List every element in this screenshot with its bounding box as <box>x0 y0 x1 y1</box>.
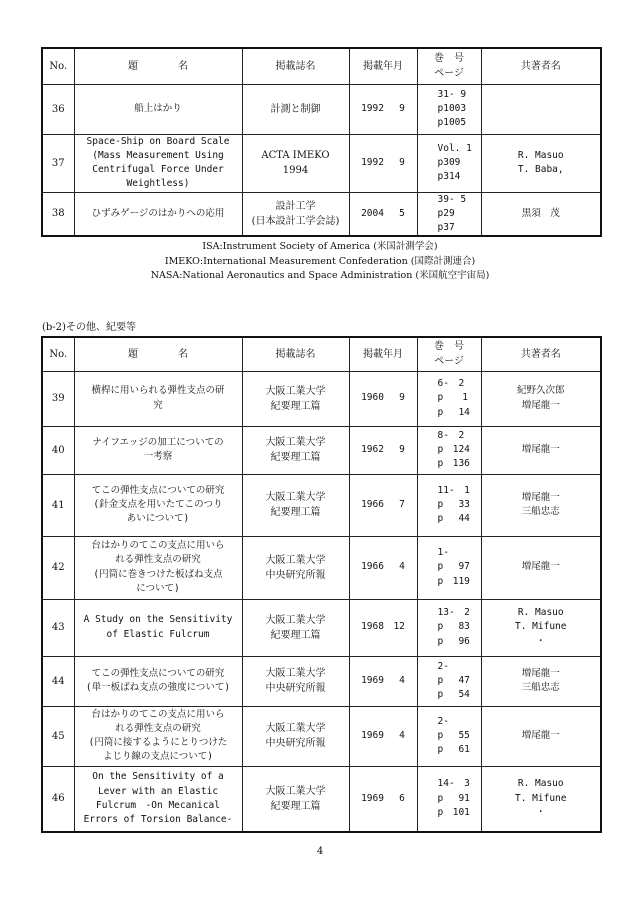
cell-no: 45 <box>42 706 74 766</box>
header-title: 題 名 <box>74 48 242 84</box>
page-number: 4 <box>316 846 324 857</box>
cell-authors: 増尾龍一 三船忠志 <box>481 474 601 536</box>
cell-volpage: 31- 9 p1003 p1005 <box>417 84 481 134</box>
cell-authors: R. Masuo T. Baba, <box>481 134 601 192</box>
cell-journal: 計測と制御 <box>242 84 349 134</box>
table1-body <box>42 48 601 236</box>
table-row <box>42 656 601 706</box>
cell-journal: 設計工学 (日本設計工学会誌) <box>242 192 349 236</box>
cell-volpage: 1- p 97 p 119 <box>417 536 481 599</box>
cell-journal: 大阪工業大学 紀要理工篇 <box>242 766 349 832</box>
cell-volpage: 8- 2 p 124 p 136 <box>417 426 481 474</box>
cell-no: 46 <box>42 766 74 832</box>
cell-authors: R. Masuo T. Mifune ・ <box>481 599 601 656</box>
cell-no: 41 <box>42 474 74 536</box>
cell-date: 1962 9 <box>349 426 417 474</box>
abbreviation-notes <box>0 240 640 284</box>
cell-journal: 大阪工業大学 中央研究所報 <box>242 656 349 706</box>
cell-volpage: 2- p 47 p 54 <box>417 656 481 706</box>
cell-date: 1966 7 <box>349 474 417 536</box>
cell-title: 台はかりのてこの支点に用いら れる弾性支点の研究 (円筒に接するようにとりつけた よじり線の支点について) <box>74 706 242 766</box>
cell-no: 40 <box>42 426 74 474</box>
header-authors: 共著者名 <box>481 337 601 371</box>
table-row <box>42 474 601 536</box>
cell-journal: 大阪工業大学 紀要理工篇 <box>242 426 349 474</box>
cell-title: A Study on the Sensitivity of Elastic Fulcrum <box>74 599 242 656</box>
publications-table-1 <box>41 47 602 237</box>
cell-journal: ACTA IMEKO 1994 <box>242 134 349 192</box>
note-line: NASA:National Aeronautics and Space Administration (米国航空宇宙局) <box>150 270 490 282</box>
table-row <box>42 426 601 474</box>
header-journal: 掲載誌名 <box>242 48 349 84</box>
cell-authors <box>481 84 601 134</box>
cell-authors: 黒須 茂 <box>481 192 601 236</box>
cell-volpage: 14- 3 p 91 p 101 <box>417 766 481 832</box>
cell-journal: 大阪工業大学 中央研究所報 <box>242 536 349 599</box>
cell-no: 44 <box>42 656 74 706</box>
table-row <box>42 599 601 656</box>
cell-authors: 増尾龍一 <box>481 706 601 766</box>
cell-authors: 増尾龍一 <box>481 536 601 599</box>
header-journal: 掲載誌名 <box>242 337 349 371</box>
cell-volpage: 13- 2 p 83 p 96 <box>417 599 481 656</box>
cell-volpage: 2- p 55 p 61 <box>417 706 481 766</box>
cell-title: てこの弾性支点についての研究 (針金支点を用いたてこのつり あいについて) <box>74 474 242 536</box>
cell-date: 1992 9 <box>349 134 417 192</box>
cell-title: 横桿に用いられる弾性支点の研 究 <box>74 371 242 426</box>
cell-journal: 大阪工業大学 紀要理工篇 <box>242 474 349 536</box>
table-row <box>42 134 601 192</box>
publications-table-2 <box>41 336 602 833</box>
cell-date: 1960 9 <box>349 371 417 426</box>
cell-date: 1966 4 <box>349 536 417 599</box>
cell-authors: 紀野久次郎 増尾龍一 <box>481 371 601 426</box>
header-date: 掲載年月 <box>349 337 417 371</box>
note-line: ISA:Instrument Society of America (米国計測学会) <box>202 241 438 252</box>
header-row <box>42 337 601 371</box>
note-line: IMEKO:International Measurement Confederation (国際計測連合) <box>164 255 476 267</box>
cell-volpage: 39- 5 p29 p37 <box>417 192 481 236</box>
cell-volpage: 11- 1 p 33 p 44 <box>417 474 481 536</box>
cell-no: 39 <box>42 371 74 426</box>
cell-title: てこの弾性支点についての研究 (単一板ばね支点の強度について) <box>74 656 242 706</box>
cell-no: 42 <box>42 536 74 599</box>
header-no: No. <box>42 48 74 84</box>
header-no: No. <box>42 337 74 371</box>
cell-authors: 増尾龍一 三船忠志 <box>481 656 601 706</box>
header-volpage: 巻 号 ページ <box>417 48 481 84</box>
cell-date: 1968 12 <box>349 599 417 656</box>
cell-title: 船上はかり <box>74 84 242 134</box>
cell-volpage: Vol. 1 p309 p314 <box>417 134 481 192</box>
cell-journal: 大阪工業大学 中央研究所報 <box>242 706 349 766</box>
table-row <box>42 706 601 766</box>
section-subheading: (b-2)その他、紀要等 <box>42 322 136 333</box>
header-title: 題 名 <box>74 337 242 371</box>
cell-date: 1969 4 <box>349 656 417 706</box>
header-date: 掲載年月 <box>349 48 417 84</box>
cell-date: 1969 4 <box>349 706 417 766</box>
header-row <box>42 48 601 84</box>
header-authors: 共著者名 <box>481 48 601 84</box>
cell-no: 36 <box>42 84 74 134</box>
cell-no: 43 <box>42 599 74 656</box>
table-row <box>42 371 601 426</box>
cell-no: 38 <box>42 192 74 236</box>
cell-journal: 大阪工業大学 紀要理工篇 <box>242 599 349 656</box>
cell-authors: 増尾龍一 <box>481 426 601 474</box>
table-row <box>42 536 601 599</box>
cell-no: 37 <box>42 134 74 192</box>
cell-journal: 大阪工業大学 紀要理工篇 <box>242 371 349 426</box>
table-row <box>42 84 601 134</box>
cell-title: 台はかりのてこの支点に用いら れる弾性支点の研究 (円筒に巻きつけた板ばね支点 について) <box>74 536 242 599</box>
table2-body <box>42 337 601 832</box>
cell-date: 1969 6 <box>349 766 417 832</box>
table-row <box>42 766 601 832</box>
cell-date: 2004 5 <box>349 192 417 236</box>
cell-title: ひずみゲージのはかりへの応用 <box>74 192 242 236</box>
cell-date: 1992 9 <box>349 84 417 134</box>
table-row <box>42 192 601 236</box>
cell-title: ナイフエッジの加工についての 一考察 <box>74 426 242 474</box>
cell-volpage: 6- 2 p 1 p 14 <box>417 371 481 426</box>
cell-title: Space-Ship on Board Scale (Mass Measurement Using Centrifugal Force Under Weightless) <box>74 134 242 192</box>
header-volpage: 巻 号 ページ <box>417 337 481 371</box>
cell-title: On the Sensitivity of a Lever with an Elastic Fulcrum -On Mecanical Errors of Torsion Balance- <box>74 766 242 832</box>
cell-authors: R. Masuo T. Mifune ・ <box>481 766 601 832</box>
